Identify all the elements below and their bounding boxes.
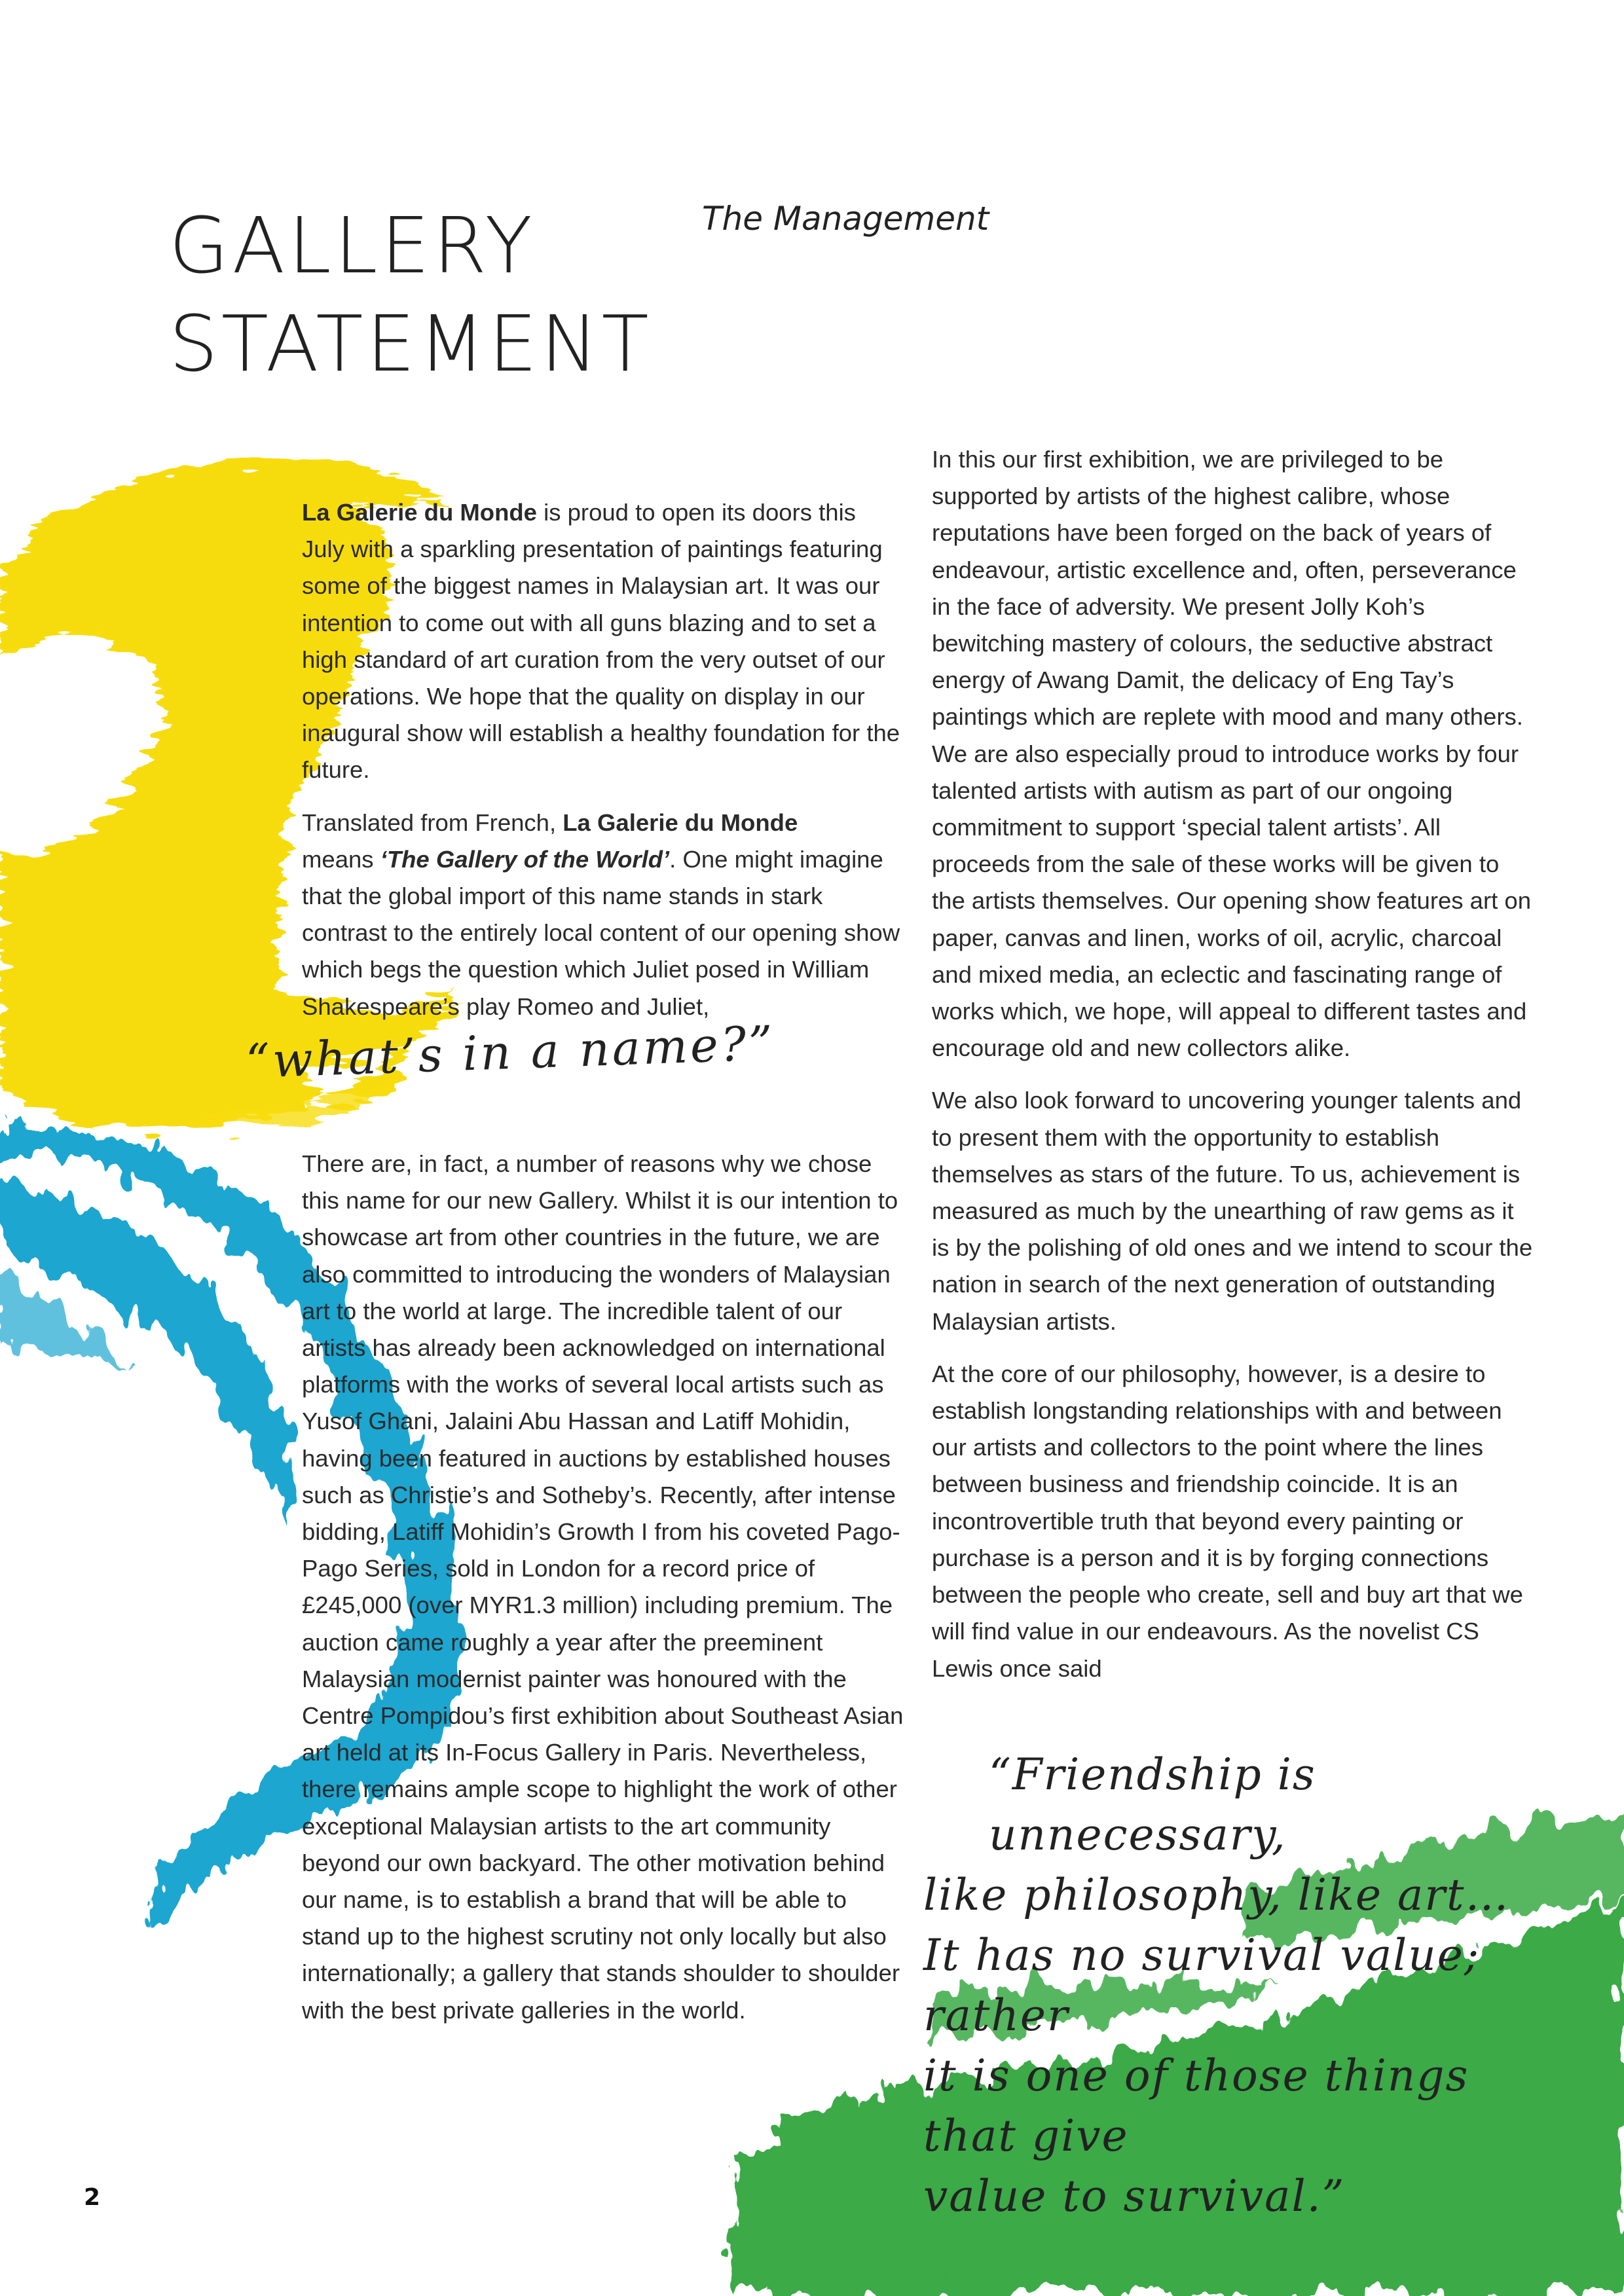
script-quote-cs-lewis [923, 1745, 1552, 2227]
page-title [169, 196, 652, 393]
gallery-translation: ‘The Gallery of the World’ [380, 845, 670, 873]
quote-line-3: It has no survival value; rather [923, 1930, 1481, 2041]
left-paragraph-1-text: is proud to open its doors this July with a sparkling presentation of paintings featuring some of the biggest names in Malaysian art. It was our intention to come out with all guns blazing and to set a high standard of art curation from the very outset of our operations. We hope that the quality on display in our inaugural show will establish a healthy foundation for the future. [302, 499, 900, 784]
page-number: 2 [84, 2184, 101, 2211]
left-paragraph-2-text-b: means [302, 845, 380, 873]
left-paragraph-3: There are, in fact, a number of reasons why we chose this name for our new Gallery. Whilst it is our intention to showcase art from other countries in the future, we are also committed to introducing the wonders of Malaysian art to the world at large. The incredible talent of our artists has already been acknowledged on international platforms with the works of several local artists such as Yusof Ghani, Jalaini Abu Hassan and Latiff Mohidin, having been featured in auctions by established houses such as Christie’s and Sotheby’s. Recently, after intense bidding, Latiff Mohidin’s Growth I from his coveted Pago-Pago Series, sold in London for a record price of £245,000 (over MYR1.3 million) including premium. The auction came roughly a year after the preeminent Malaysian modernist painter was honoured with the Centre Pompidou’s first exhibition about Southeast Asian art held at its In-Focus Gallery in Paris. Nevertheless, there remains ample scope to highlight the work of other exceptional Malaysian artists to the art community beyond our own backyard. The other motivation behind our name, is to establish a brand that will be able to stand up to the highest scrutiny not only locally but also internationally; a gallery that stands shoulder to shoulder with the best private galleries in the world. [302, 1150, 904, 2024]
left-paragraph-2-text-a: Translated from French, [302, 809, 563, 836]
left-paragraph-2-text-c: . One might imagine that the global import of this name stands in stark contrast to the entirely local content of our opening show which begs the question which Juliet posed in William Shakespeare’s play Romeo and Juliet, [302, 845, 900, 1020]
script-quote-whats-in-a-name: “what’s in a name?” [244, 1015, 777, 1089]
left-paragraph-1 [302, 494, 904, 789]
right-column [932, 441, 1538, 1703]
quote-line-4: it is one of those things that give [923, 2050, 1469, 2161]
quote-line-1: “Friendship is unnecessary, [989, 1749, 1316, 1860]
gallery-name-bold-2: La Galerie du Monde [563, 809, 798, 836]
quote-line-2: like philosophy, like art… [923, 1870, 1510, 1920]
right-paragraph-3: At the core of our philosophy, however, is a desire to establish longstanding relationships with and between our artists and collectors to the point where the lines between business and friendship coincide. It is an incontrovertible truth that beyond every painting or purchase is a person and it is by forging connections between the people who create, sell and buy art that we will find value in our endeavours. As the novelist CS Lewis once said [932, 1360, 1523, 1682]
gallery-name-bold: La Galerie du Monde [302, 499, 537, 526]
title-line-2: STATEMENT [169, 299, 652, 389]
right-paragraph-2: We also look forward to uncovering younger talents and to present them with the opportunity to establish themselves as stars of the future. To us, achievement is measured as much by the unearthing of raw gems as it is by the polishing of old ones and we intend to scour the nation in search of the next generation of outstanding Malaysian artists. [932, 1087, 1533, 1335]
subtitle: The Management [702, 200, 989, 238]
quote-line-5: value to survival.” [923, 2171, 1346, 2221]
right-paragraph-1: In this our first exhibition, we are privileged to be supported by artists of the highest calibre, whose reputations have been forged on the back of years of endeavour, artistic excellence and, often, perseverance in the face of adversity. We present Jolly Koh’s bewitching mastery of colours, the seductive abstract energy of Awang Damit, the delicacy of Eng Tay’s paintings which are replete with mood and many others. We are also especially proud to introduce works by four talented artists with autism as part of our ongoing commitment to support ‘special talent artists’. All proceeds from the sale of these works will be given to the artists themselves. Our opening show features art on paper, canvas and linen, works of oil, acrylic, charcoal and mixed media, an eclectic and fascinating range of works which, we hope, will appeal to different tastes and encourage old and new collectors alike. [932, 446, 1531, 1062]
left-paragraph-2 [302, 805, 904, 1025]
title-line-1: GALLERY [169, 200, 536, 291]
